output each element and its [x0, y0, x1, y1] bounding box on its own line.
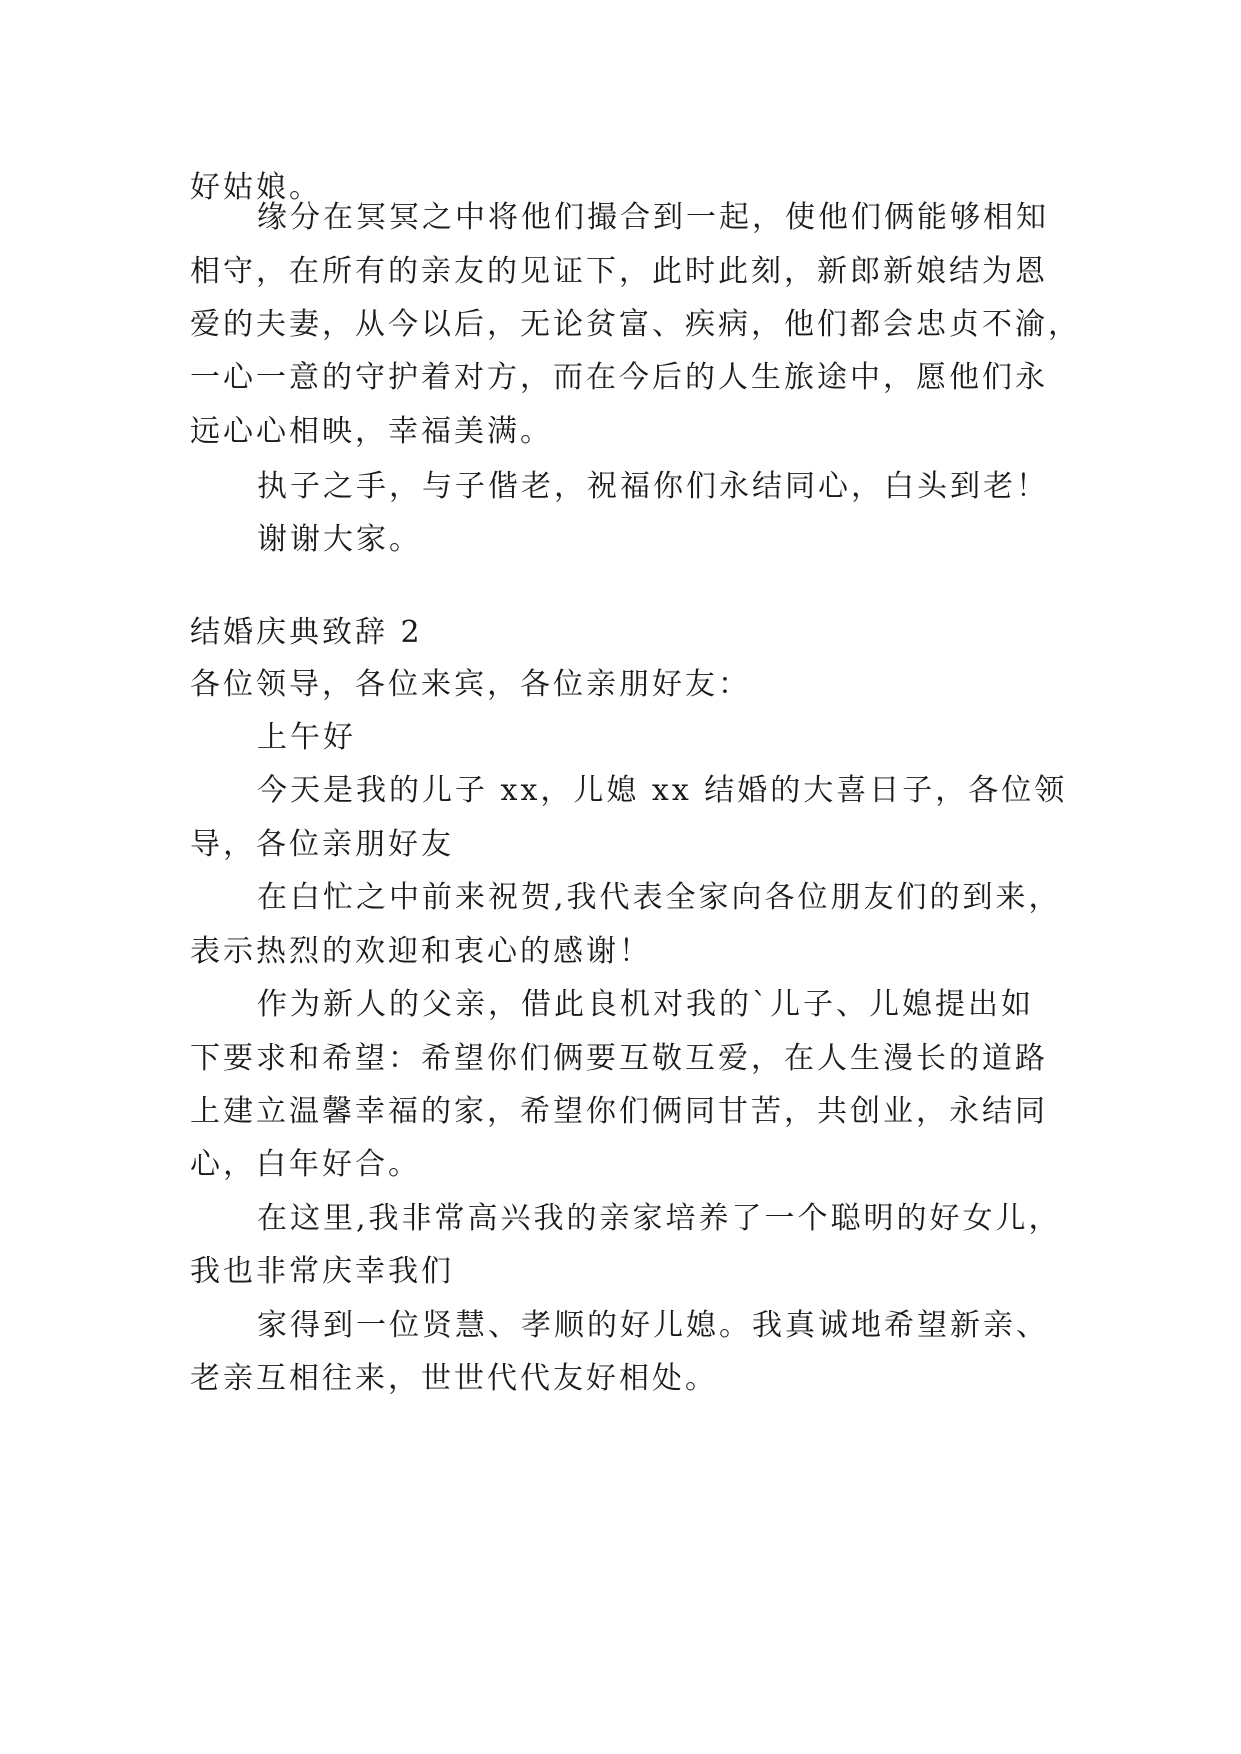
- paragraph-line: 在白忙之中前来祝贺,我代表全家向各位朋友们的到来，: [257, 880, 1062, 915]
- paragraph-line: 导，各位亲朋好友: [190, 827, 454, 862]
- paragraph-line: 好姑娘。: [190, 170, 322, 205]
- paragraph-line: 相守，在所有的亲友的见证下，此时此刻，新郎新娘结为恩: [190, 254, 1048, 289]
- paragraph-line: 在这里,我非常高兴我的亲家培养了一个聪明的好女儿，: [257, 1201, 1062, 1236]
- paragraph-line: 今天是我的儿子 xx，儿媳 xx 结婚的大喜日子，各位领: [257, 773, 1068, 808]
- paragraph-line: 一心一意的守护着对方，而在今后的人生旅途中，愿他们永: [190, 360, 1048, 395]
- section-title: 结婚庆典致辞 2: [190, 615, 423, 650]
- paragraph-line: 家得到一位贤慧、孝顺的好儿媳。我真诚地希望新亲、: [257, 1308, 1049, 1343]
- paragraph-line: 作为新人的父亲，借此良机对我的`儿子、儿媳提出如: [257, 987, 1034, 1022]
- paragraph-line: 表示热烈的欢迎和衷心的感谢！: [190, 934, 652, 969]
- paragraph-line: 我也非常庆幸我们: [190, 1254, 454, 1289]
- paragraph-line: 上午好: [257, 720, 356, 755]
- paragraph-line: 缘分在冥冥之中将他们撮合到一起，使他们俩能够相知: [257, 200, 1049, 235]
- paragraph-line: 心，白年好合。: [190, 1147, 421, 1182]
- paragraph-line: 老亲互相往来，世世代代友好相处。: [190, 1361, 718, 1396]
- paragraph-line: 下要求和希望：希望你们俩要互敬互爱，在人生漫长的道路: [190, 1041, 1048, 1076]
- paragraph-line: 爱的夫妻，从今以后，无论贫富、疾病，他们都会忠贞不渝，: [190, 307, 1081, 342]
- salutation-line: 各位领导，各位来宾，各位亲朋好友：: [190, 667, 751, 702]
- paragraph-line: 上建立温馨幸福的家，希望你们俩同甘苦，共创业，永结同: [190, 1094, 1048, 1129]
- paragraph-line: 执子之手，与子偕老，祝福你们永结同心，白头到老！: [257, 469, 1049, 504]
- paragraph-line: 远心心相映，幸福美满。: [190, 414, 553, 449]
- paragraph-line: 谢谢大家。: [257, 522, 422, 557]
